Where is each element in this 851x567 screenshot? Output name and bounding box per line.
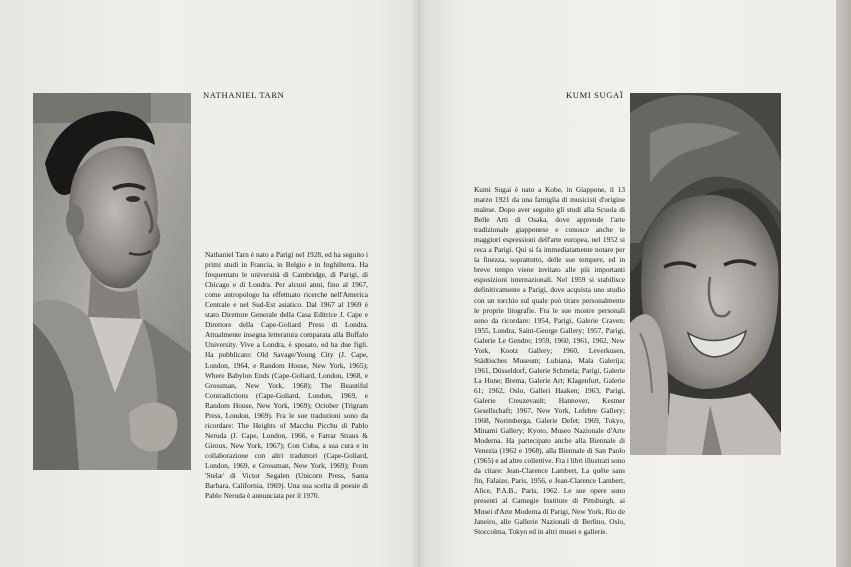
portrait-photo-right (630, 93, 781, 455)
page-edge (836, 0, 851, 567)
portrait-photo-left (33, 93, 191, 470)
right-page-heading: KUMI SUGAÏ (566, 90, 624, 100)
right-bio-text: Kumi Sugai è nato a Kobe, in Giappone, il 13 marzo 1921 da una famiglia di musicisti d'origine malese. Dopo aver seguito gli studi alla Scuola di Belle Arti di Osaka, dove apprende l'arte tradizionale giapponese e conosce anche le maggiori espressioni dell'arte europea, nel 1952 si reca a Parigi. Qui si fa immediatamente notare per la finezza, soprattutto, delle sue tempere, ed in breve tempo viene invitato alle più importanti esposizioni internazionali. Nel 1959 si stabilisce definitivamente a Parigi, dove acquista uno studio con un torchio sul quale può tirare personalmente le proprie litografie. Fra le sue mostre personali sono da ricordare: 1954, Parigi, Galerie Craven; 1955, Londra, Saint-George Gallery; 1957, Parigi, Galerie Le Gendre; 1959, 1960, 1961, 1962, New York, Kootz Gallery; 1960, Leverkusen, Städtisches Museum; Lubiana, Mala Galerija; 1961, Düsseldorf, Galerie Schmela; Parigi, Galerie La Hune; Brema, Galerie Art; Klagenfurt, Galerie 61; 1962, Oslo, Galleri Haaken; 1963, Parigi, Galerie Creuzevault; Hannover, Kestner Gesellschaft; 1967, New York, Lefebre Gallery; 1968, Norimberga, Galerie Defet; 1969, Tokyo, Minami Gallery; Kyoto, Museo Nazionale d'Arte Moderna. Ha partecipato anche alla Biennale di Venezia (1962 e 1968), alla Biennale di San Paolo (1965) e ad altre collettive. Fra i libri illustrati sono da citare: Jean-Clarence Lambert, La quête sans fin, Falaize, Paris, 1956, e Jean-Clarence Lambert, Alice, P.A.B., Paris, 1962. Le sue opere sono presenti al Carnegie Institute di Pittsburgh, ai Musei d'Arte Moderna di Parigi, New York, Rio de Janeiro, alle Gallerie Nazionali di Berlino, Oslo, Stoccolma, Tokyo ed in altri musei e gallerie. (474, 185, 625, 536)
left-bio-text: Nathaniel Tarn è nato a Parigi nel 1928, ed ha seguito i primi studi in Francia, in Belgio e in Inghilterra. Ha frequentato le università di Cambridge, di Parigi, di Chicago e di Londra. Per alcuni anni, fino al 1967, come antropologo ha effettuato ricerche nell'America Centrale e nel Sud-Est asiatico. Dal 1967 al 1969 è stato Direttore Generale della Casa Editrice J. Cape e Direttore della Cape-Goliard Press di Londra. Attualmente insegna letteratura comparata alla Buffalo University. Vive a Londra, è sposato, ed ha due figli. Ha pubblicato: Old Savage/Young City (J. Cape, London, 1964, e Random House, New York, 1965); Where Babylon Ends (Cape-Goliard, London, 1968, e Grossman, New York, 1968); The Beautiful Contradictions (Cape-Goliard, London, 1969, e Random House, New York, 1969); October (Trigram Press, London, 1969). Fra le sue traduzioni sono da ricordare: The Heights of Macchu Picchu di Pablo Neruda (J. Cape, London, 1966, e Farrar Straus & Giroux, New York, 1967); Con Cuba, a sua cura e in collaborazione con altri traduttori (Cape-Goliard, London, 1969, e Grossman, New York, 1969); From 'Stelæ' di Victor Segalen (Unicorn Press, Santa Barbara, California, 1969). Una sua scelta di poesie di Pablo Neruda è annunciata per il 1970. (205, 250, 368, 501)
portrait-left-image (33, 93, 191, 470)
book-gutter (410, 0, 426, 567)
left-page-heading: NATHANIEL TARN (203, 90, 285, 100)
portrait-right-image (630, 93, 781, 455)
